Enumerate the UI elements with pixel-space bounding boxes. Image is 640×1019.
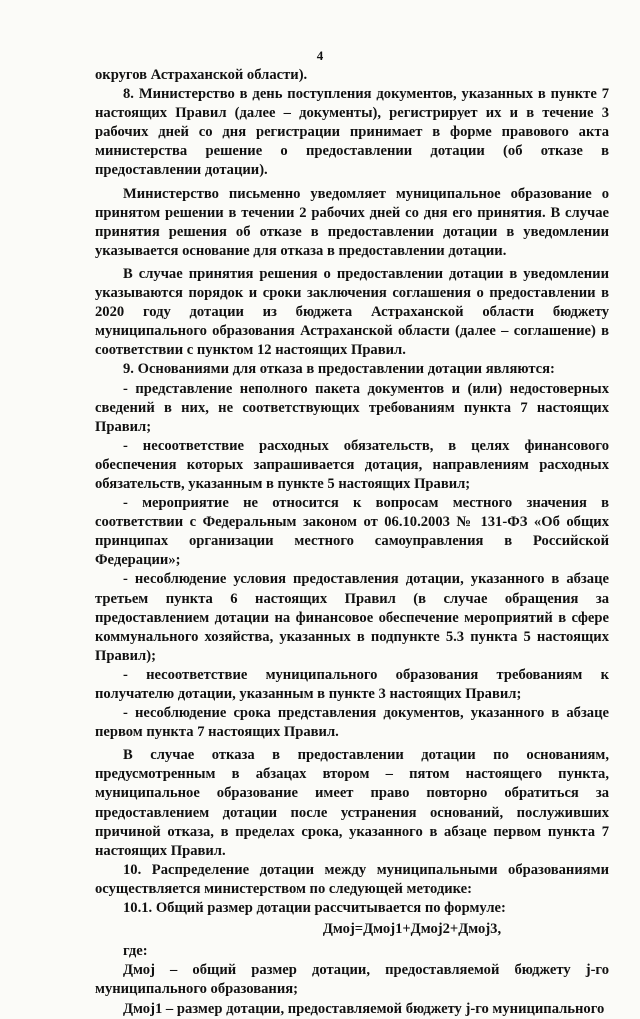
definition: Дмоj1 – размер дотации, предоставляемой бюджету j-го муниципального [123, 1000, 605, 1017]
paragraph: округов Астраханской области). [95, 67, 308, 83]
document-body [95, 66, 609, 1019]
list-item: - несоответствие муниципального образования требованиям к получателю дотации, указанным в пункте 3 настоящих Правил; [95, 666, 609, 702]
page-number: 4 [316, 48, 324, 63]
formula: Дмоj=Дмоj1+Дмоj2+Дмоj3, [322, 921, 502, 938]
paragraph: В случае отказа в предоставлении дотации по основаниям, предусмотренным в абзацах втором – пятом настоящего пункта, муниципальное образование имеет право повторно обратиться за предоставлением дотации после устранения оснований, послуживших причиной отказа, в пределах срока, указанного в абзаце первом пункта 7 настоящих Правил. [95, 747, 609, 859]
list-item: - мероприятие не относится к вопросам местного значения в соответствии с Федеральным законом от 06.10.2003 № 131-ФЗ «Об общих принципах организации местного самоуправления в Российской Федерации»; [95, 495, 609, 569]
list-item: - представление неполного пакета документов и (или) недостоверных сведений в них, не соответствующих требованиям пункта 7 настоящих Правил; [95, 380, 609, 435]
paragraph: 8. Министерство в день поступления документов, указанных в пункте 7 настоящих Правил (далее – документы), регистрирует их и в течение 3 рабочих дней со дня регистрации принимает в форме правового акта министерства решение о предоставлении дотации (об отказе в предоставлении дотации). [95, 86, 609, 179]
list-item: - несоответствие расходных обязательств, в целях финансового обеспечения которых запрашивается дотация, направлениям расходных обязательств, указанным в пункте 5 настоящих Правил; [95, 437, 609, 492]
paragraph: В случае принятия решения о предоставлении дотации в уведомлении указываются порядок и сроки заключения соглашения о предоставлении в 2020 году дотации из бюджета Астраханской области бюджету муниципального образования Астраханской области (далее – соглашение) в соответствии с пунктом 12 настоящих Правил. [95, 265, 609, 359]
formula-where-label: где: [123, 943, 148, 960]
paragraph: 9. Основаниями для отказа в предоставлении дотации являются: [123, 361, 555, 378]
definition: Дмоj – общий размер дотации, предоставляемой бюджету j-го муниципального образования; [95, 962, 609, 998]
paragraph: 10. Распределение дотации между муниципальными образованиями осуществляется министерством по следующей методике: [95, 861, 609, 897]
list-item: - несоблюдение срока представления документов, указанного в абзаце первом пункта 7 настоящих Правил. [95, 705, 609, 741]
list-item: - несоблюдение условия предоставления дотации, указанного в абзаце третьем пункта 6 настоящих Правил (в случае обращения за предоставлением дотации на финансовое обеспечение мероприятий в сфере коммунального хозяйства, указанных в подпункте 5.3 пункта 5 настоящих Правил); [95, 571, 609, 664]
paragraph: Министерство письменно уведомляет муниципальное образование о принятом решении в течении 2 рабочих дней со дня его принятия. В случае принятия решения об отказе в предоставлении дотации в уведомлении указывается основание для отказа в предоставлении дотации. [95, 185, 609, 259]
paragraph: 10.1. Общий размер дотации рассчитывается по формуле: [123, 900, 506, 917]
